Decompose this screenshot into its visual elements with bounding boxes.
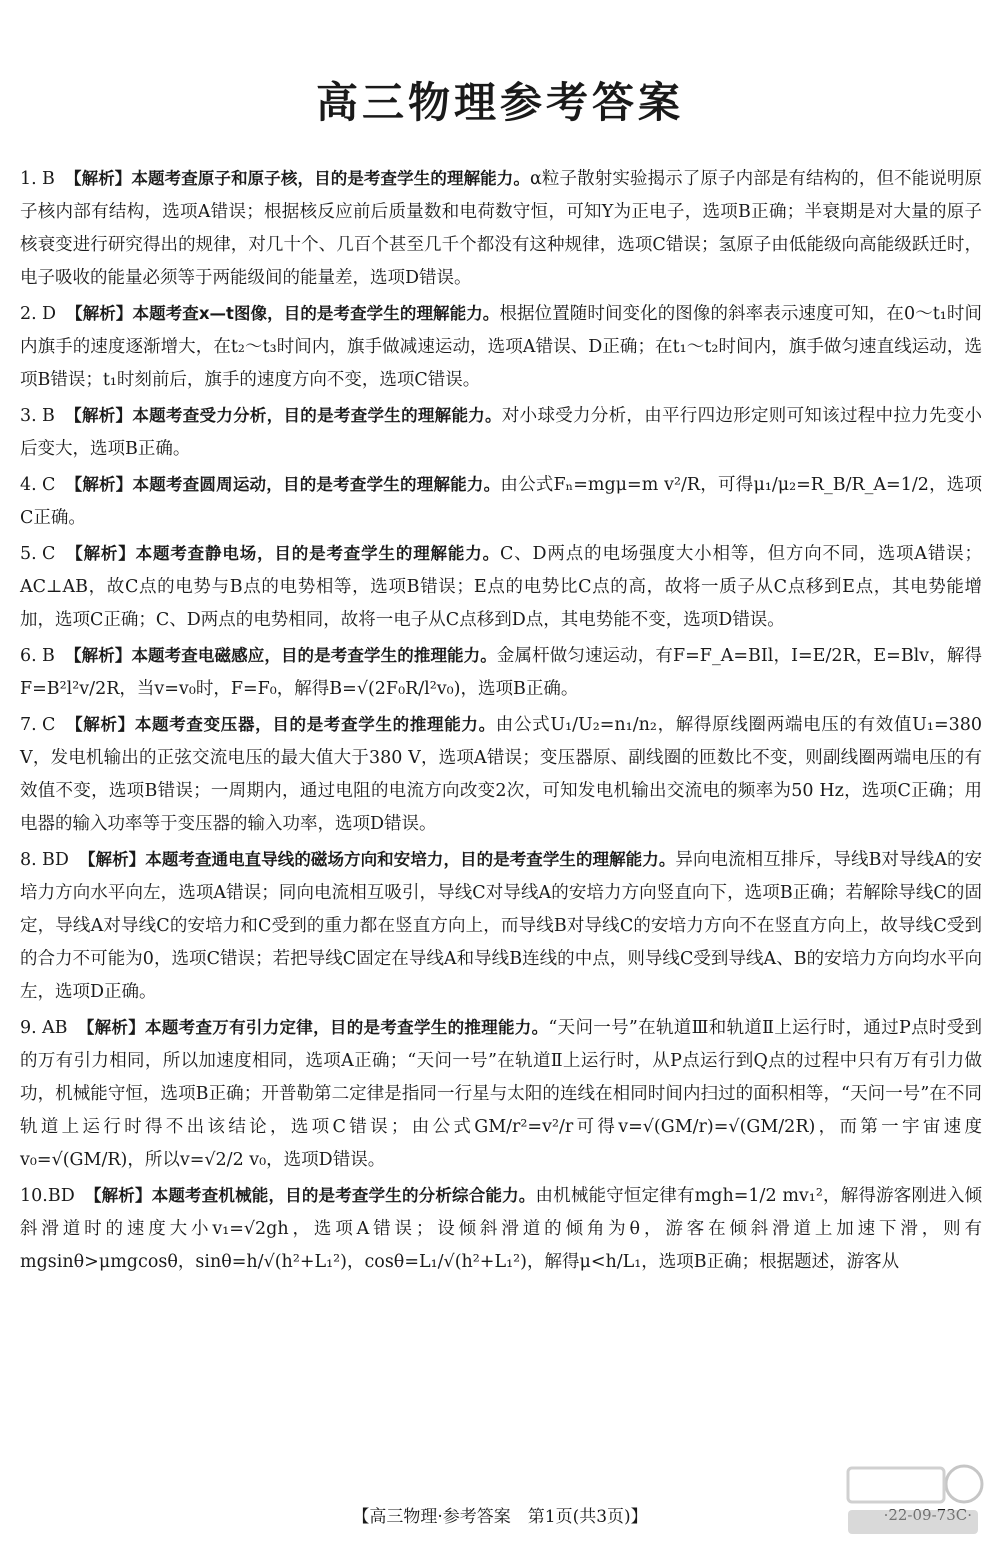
analysis-body: 由机械能守恒定律有mgh=1/2 mv₁²，解得游客刚进入倾斜滑道时的速度大小v₁=√2gh，选项A错误；设倾斜滑道的倾角为θ，游客在倾斜滑道上加速下滑，则有mgsinθ>μmgcosθ，sinθ=h/√(h²+L₁²)，cosθ=L₁/√(h²+L₁²)，解得μ<h/L₁，选项B正确；根据题述，游客从 bbox=[20, 1186, 983, 1272]
answer-item-4 bbox=[20, 468, 982, 535]
analysis-tag: 【解析】 bbox=[64, 646, 132, 665]
analysis-body: 金属杆做匀速运动，有F=F_A=BIl，I=E/2R，E=Blv，解得F=B²l²v/2R，当v=v₀时，F=F₀，解得B=√(2F₀R/l²v₀)，选项B正确。 bbox=[20, 646, 982, 699]
analysis-tag: 【解析】 bbox=[64, 406, 133, 425]
analysis-lead: 本题考查x—t图像，目的是考查学生的理解能力。 bbox=[132, 304, 500, 323]
analysis-tag: 【解析】 bbox=[65, 715, 135, 734]
answer-list bbox=[20, 162, 982, 1281]
analysis-lead: 本题考查圆周运动，目的是考查学生的理解能力。 bbox=[132, 475, 501, 494]
analysis-body: 由公式U₁/U₂=n₁/n₂，解得原线圈两端电压的有效值U₁=380 V，发电机输出的正弦交流电压的最大值大于380 V，选项A错误；变压器原、副线圈的匝数比不变，则副线圈两端电压的有效值不变，选项B错误；一周期内，通过电阻的电流方向改变2次，可知发电机输出交流电的频率为50 Hz，选项C正确；用电器的输入功率等于变压器的输入功率，选项D错误。 bbox=[20, 715, 983, 834]
question-number: 6. bbox=[20, 646, 37, 666]
analysis-tag: 【解析】 bbox=[64, 169, 132, 188]
answer-item-8 bbox=[20, 843, 982, 1009]
analysis-lead: 本题考查通电直导线的磁场方向和安培力，目的是考查学生的理解能力。 bbox=[145, 850, 676, 869]
answer-item-5 bbox=[20, 537, 982, 637]
question-number: 5. bbox=[20, 544, 37, 564]
analysis-body: 异向电流相互排斥，导线B对导线A的安培力方向水平向左，选项A错误；同向电流相互吸引，导线C对导线A的安培力方向竖直向下，选项B正确；若解除导线C的固定，导线A对导线C的安培力和C受到的重力都在竖直方向上，而导线B对导线C的安培力方向不在竖直方向上，故导线C受到的合力不可能为0，选项C错误；若把导线C固定在导线A和导线B连线的中点，则导线C受到导线A、B的安培力方向均水平向左，选项D正确。 bbox=[20, 850, 983, 1002]
answer-choice: B bbox=[42, 406, 55, 426]
question-number: 10. bbox=[20, 1186, 48, 1206]
question-number: 3. bbox=[20, 406, 37, 426]
question-number: 8. bbox=[20, 850, 37, 870]
analysis-body: “天问一号”在轨道Ⅲ和轨道Ⅱ上运行时，通过P点时受到的万有引力相同，所以加速度相同，选项A正确；“天问一号”在轨道Ⅱ上运行时，从P点运行到Q点的过程中只有万有引力做功，机械能守恒，选项B正确；开普勒第二定律是指同一行星与太阳的连线在相同时间内扫过的面积相等，“天问一号”在不同轨道上运行时得不出该结论，选项C错误；由公式GM/r²=v²/r可得v=√(GM/r)=√(GM/2R)，而第一宇宙速度v₀=√(GM/R)，所以v=√2/2 v₀，选项D错误。 bbox=[20, 1018, 983, 1170]
answer-choice: C bbox=[42, 475, 56, 495]
answer-item-2 bbox=[20, 297, 982, 397]
answer-item-7 bbox=[20, 708, 982, 841]
analysis-tag: 【解析】 bbox=[84, 1186, 152, 1205]
analysis-tag: 【解析】 bbox=[77, 1018, 146, 1037]
analysis-tag: 【解析】 bbox=[66, 304, 133, 323]
analysis-body: 由公式Fₙ=mgμ=m v²/R，可得μ₁/μ₂=R_B/R_A=1/2，选项C正确。 bbox=[20, 475, 983, 528]
answer-item-6 bbox=[20, 639, 982, 706]
question-number: 4. bbox=[20, 475, 37, 495]
analysis-lead: 本题考查变压器，目的是考查学生的推理能力。 bbox=[134, 715, 496, 734]
question-number: 1. bbox=[20, 169, 37, 189]
analysis-body: C、D两点的电场强度大小相等，但方向不同，选项A错误；AC⊥AB，故C点的电势与B点的电势相等，选项B错误；E点的电势比C点的高，故将一质子从C点移到E点，其电势能增加，选项C正确；C、D两点的电势相同，故将一电子从C点移到D点，其电势能不变，选项D错误。 bbox=[20, 544, 983, 630]
answer-choice: D bbox=[42, 304, 57, 324]
page-footer: 【高三物理·参考答案 第1页(共3页)】 bbox=[352, 1507, 648, 1527]
analysis-lead: 本题考查受力分析，目的是考查学生的理解能力。 bbox=[132, 406, 502, 425]
page-title: 高三物理参考答案 bbox=[315, 78, 684, 127]
analysis-body: α粒子散射实验揭示了原子内部是有结构的，但不能说明原子核内部有结构，选项A错误；根据核反应前后质量数和电荷数守恒，可知Y为正电子，选项B正确；半衰期是对大量的原子核衰变进行研究得出的规律，对几十个、几百个甚至几千个都没有这种规律，选项C错误；氢原子由低能级向高能级跃迁时，电子吸收的能量必须等于两能级间的能量差，选项D错误。 bbox=[20, 169, 982, 288]
analysis-tag: 【解析】 bbox=[78, 850, 146, 869]
analysis-tag: 【解析】 bbox=[65, 475, 133, 494]
analysis-lead: 本题考查原子和原子核，目的是考查学生的理解能力。 bbox=[131, 169, 530, 188]
answer-item-3 bbox=[20, 399, 982, 466]
answer-item-10 bbox=[20, 1179, 982, 1279]
analysis-body: 对小球受力分析，由平行四边形定则可知该过程中拉力先变小后变大，选项B正确。 bbox=[20, 406, 983, 459]
analysis-tag: 【解析】 bbox=[65, 544, 136, 563]
answer-choice: BD bbox=[42, 850, 69, 870]
answer-item-9 bbox=[20, 1011, 982, 1177]
analysis-lead: 本题考查电磁感应，目的是考查学生的推理能力。 bbox=[131, 646, 497, 665]
question-number: 2. bbox=[20, 304, 37, 324]
question-number: 7. bbox=[20, 715, 37, 735]
answer-choice: B bbox=[42, 169, 55, 189]
analysis-lead: 本题考查机械能，目的是考查学生的分析综合能力。 bbox=[151, 1186, 536, 1205]
analysis-lead: 本题考查静电场，目的是考查学生的理解能力。 bbox=[135, 544, 500, 563]
answer-choice: B bbox=[42, 646, 55, 666]
answer-item-1 bbox=[20, 162, 982, 295]
answer-choice: AB bbox=[42, 1018, 68, 1038]
answer-choice: C bbox=[42, 544, 56, 564]
answer-choice: C bbox=[42, 715, 56, 735]
answer-choice: BD bbox=[47, 1186, 75, 1206]
analysis-body: 根据位置随时间变化的图像的斜率表示速度可知，在0～t₁时间内旗手的速度逐渐增大，在t₂～t₃时间内，旗手做减速运动，选项A错误、D正确；在t₁～t₂时间内，旗手做匀速直线运动，选项B错误；t₁时刻前后，旗手的速度方向不变，选项C错误。 bbox=[20, 304, 983, 390]
watermark-logo-icon bbox=[838, 1460, 988, 1540]
analysis-lead: 本题考查万有引力定律，目的是考查学生的推理能力。 bbox=[145, 1018, 549, 1037]
question-number: 9. bbox=[20, 1018, 37, 1038]
